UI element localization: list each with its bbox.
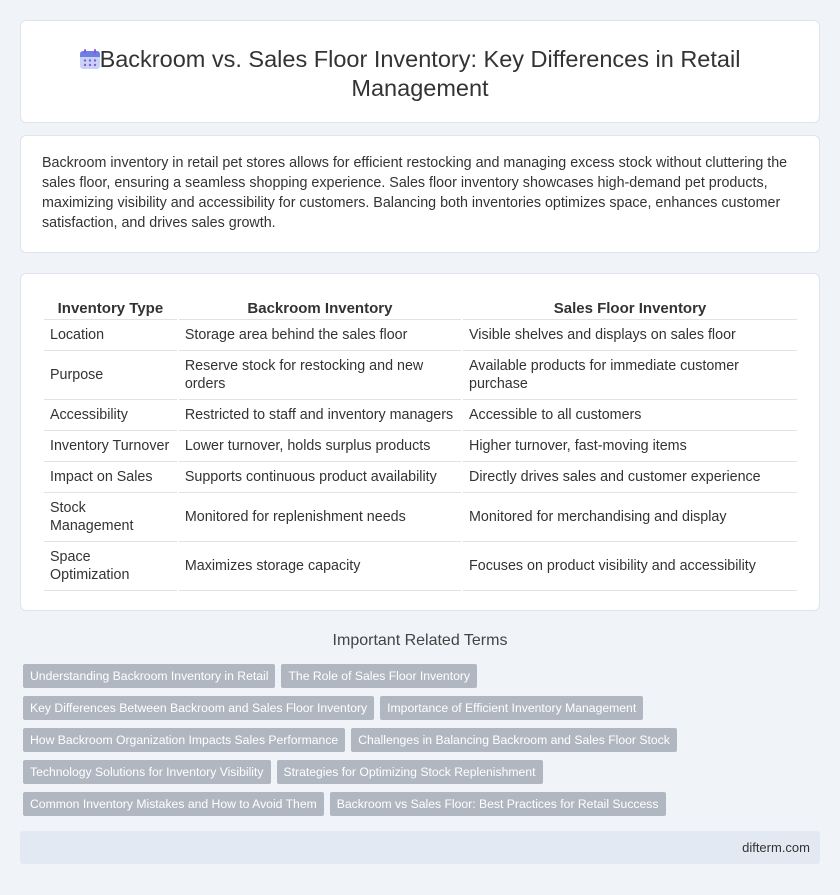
- column-header: Inventory Type: [44, 294, 177, 320]
- related-term-link[interactable]: Backroom vs Sales Floor: Best Practices for Retail Success: [330, 792, 666, 816]
- related-term-link[interactable]: Understanding Backroom Inventory in Retail: [23, 664, 275, 688]
- sales-floor-cell: Accessible to all customers: [463, 400, 797, 431]
- row-label: Purpose: [44, 351, 177, 400]
- backroom-cell: Storage area behind the sales floor: [179, 320, 461, 351]
- table-row: [44, 351, 797, 400]
- sales-floor-cell: Available products for immediate customer purchase: [463, 351, 797, 400]
- row-label: Inventory Turnover: [44, 431, 177, 462]
- sales-floor-cell: Focuses on product visibility and accessibility: [463, 542, 797, 591]
- backroom-cell: Monitored for replenishment needs: [179, 493, 461, 542]
- related-terms-list: [23, 664, 823, 824]
- intro-paragraph: Backroom inventory in retail pet stores allows for efficient restocking and managing excess stock without cluttering the sales floor, ensuring a seamless shopping experience. Sales floor inventory showcases high-demand pet products, maximizing visibility and accessibility for customers. Balancing both inventories optimizes space, enhances customer satisfaction, and drives sales growth.: [42, 155, 788, 231]
- sales-floor-cell: Monitored for merchandising and display: [463, 493, 797, 542]
- related-term-link[interactable]: Importance of Efficient Inventory Management: [380, 696, 643, 720]
- comparison-table: [42, 294, 799, 591]
- row-label: Space Optimization: [44, 542, 177, 591]
- table-row: [44, 493, 797, 542]
- backroom-cell: Restricted to staff and inventory managers: [179, 400, 461, 431]
- related-term-link[interactable]: The Role of Sales Floor Inventory: [281, 664, 477, 688]
- intro-card: [20, 135, 820, 253]
- related-term-link[interactable]: Technology Solutions for Inventory Visibility: [23, 760, 271, 784]
- sales-floor-cell: Visible shelves and displays on sales floor: [463, 320, 797, 351]
- row-label: Impact on Sales: [44, 462, 177, 493]
- table-row: [44, 400, 797, 431]
- related-term-link[interactable]: Strategies for Optimizing Stock Replenishment: [277, 760, 543, 784]
- column-header: Backroom Inventory: [179, 294, 461, 320]
- related-terms-heading: Important Related Terms: [332, 632, 508, 649]
- table-row: [44, 542, 797, 591]
- backroom-cell: Supports continuous product availability: [179, 462, 461, 493]
- column-header: Sales Floor Inventory: [463, 294, 797, 320]
- related-term-link[interactable]: Key Differences Between Backroom and Sales Floor Inventory: [23, 696, 374, 720]
- comparison-table-card: [20, 273, 820, 611]
- footer-site-link[interactable]: difterm.com: [742, 840, 810, 855]
- table-row: [44, 462, 797, 493]
- backroom-cell: Lower turnover, holds surplus products: [179, 431, 461, 462]
- sales-floor-cell: Higher turnover, fast-moving items: [463, 431, 797, 462]
- table-header-row: [44, 294, 797, 320]
- footer: [20, 831, 820, 864]
- sales-floor-cell: Directly drives sales and customer experience: [463, 462, 797, 493]
- table-row: [44, 320, 797, 351]
- related-term-link[interactable]: How Backroom Organization Impacts Sales Performance: [23, 728, 345, 752]
- backroom-cell: Maximizes storage capacity: [179, 542, 461, 591]
- related-term-link[interactable]: Common Inventory Mistakes and How to Avoid Them: [23, 792, 324, 816]
- row-label: Accessibility: [44, 400, 177, 431]
- title-card: [20, 20, 820, 123]
- row-label: Stock Management: [44, 493, 177, 542]
- page-title: Backroom vs. Sales Floor Inventory: Key Differences in Retail Management: [99, 46, 741, 101]
- related-term-link[interactable]: Challenges in Balancing Backroom and Sales Floor Stock: [351, 728, 677, 752]
- table-row: [44, 431, 797, 462]
- row-label: Location: [44, 320, 177, 351]
- backroom-cell: Reserve stock for restocking and new orders: [179, 351, 461, 400]
